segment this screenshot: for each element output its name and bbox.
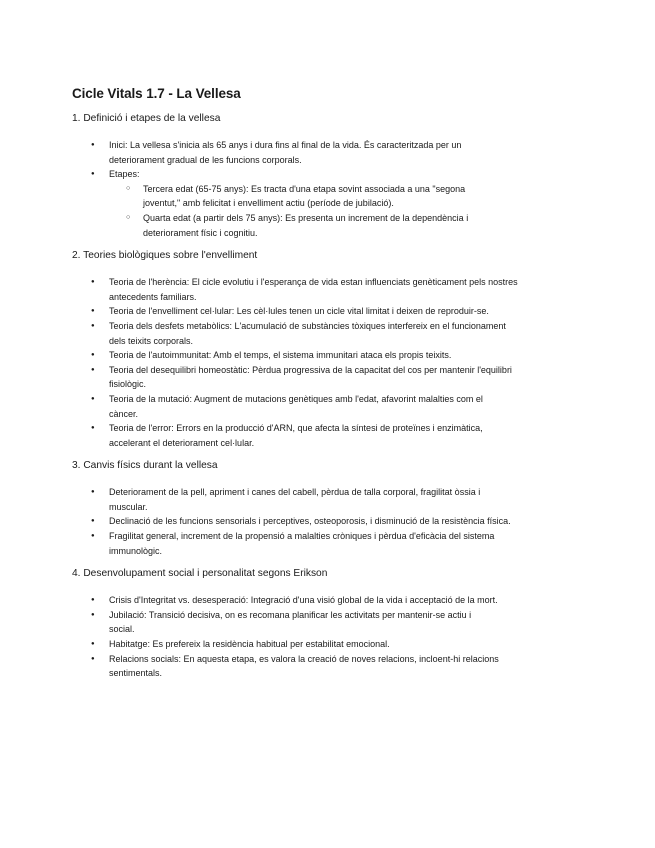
section-heading-physical-changes: 3. Canvis físics durant la vellesa <box>72 460 218 472</box>
section-heading-erikson: 4. Desenvolupament social i personalitat segons Erikson <box>72 568 328 580</box>
section-list-definition <box>72 138 532 240</box>
list-item: ● Teoria de l'error: Errors en la producció d'ARN, que afecta la síntesi de proteïnes i enzimàtica, accelerant el deteriorament cel·lular. <box>109 421 519 450</box>
list-item: ● Teoria del desequilibri homeostàtic: Pèrdua progressiva de la capacitat del cos per mantenir l'equilibri fisiològic. <box>109 363 519 392</box>
section-list-physical-changes <box>72 485 532 558</box>
list-item-text: Etapes: <box>109 169 140 180</box>
list-item: ● Teoria dels desfets metabòlics: L'acumulació de substàncies tòxiques interfereix en el funcionament dels teixits corporals. <box>109 319 519 348</box>
section-heading-definition: 1. Definició i etapes de la vellesa <box>72 113 221 124</box>
section-list-erikson <box>72 593 532 681</box>
list-item: ● Fragilitat general, increment de la propensió a malalties cròniques i pèrdua d'eficàcia del sistema immunològic. <box>109 529 529 558</box>
list-item: ● Habitatge: Es prefereix la residència habitual per estabilitat emocional. <box>109 637 529 652</box>
sublist-item: ○ Tercera edat (65-75 anys): Es tracta d'una etapa sovint associada a una "segona joventut," amb felicitat i envelliment actiu (període de jubilació). <box>143 182 503 211</box>
list-item: ● Relacions socials: En aquesta etapa, es valora la creació de noves relacions, incloent-hi relacions sentimentals. <box>109 652 509 681</box>
sublist-stages <box>109 182 532 240</box>
page-title: Cicle Vitals 1.7 - La Vellesa <box>72 86 241 101</box>
list-item: ● Jubilació: Transició decisiva, on es recomana planificar les activitats per mantenir-se actiu i social. <box>109 608 489 637</box>
list-item: ● Teoria de la mutació: Augment de mutacions genètiques amb l'edat, afavorint malalties com el càncer. <box>109 392 509 421</box>
list-item: ● Inici: La vellesa s'inicia als 65 anys i dura fins al final de la vida. És caracteritzada per un deteriorament gradual de les funcions corporals. <box>109 138 519 167</box>
section-heading-biological-theories: 2. Teories biològiques sobre l'envelliment <box>72 250 258 262</box>
sublist-item: ○ Quarta edat (a partir dels 75 anys): Es presenta un increment de la dependència i deteriorament físic i cognitiu. <box>143 211 483 240</box>
list-item: ● Deteriorament de la pell, apriment i canes del cabell, pèrdua de talla corporal, fragilitat òssia i muscular. <box>109 485 509 514</box>
list-item: ● Crisis d'Integritat vs. desesperació: Integració d'una visió global de la vida i acceptació de la mort. <box>109 593 509 608</box>
list-item: ● Teoria de l'envelliment cel·lular: Les cèl·lules tenen un cicle vital limitat i deixen de reproduir-se. <box>109 304 529 319</box>
list-item: ● Teoria de l'autoimmunitat: Amb el temps, el sistema immunitari ataca els propis teixits. <box>109 348 519 363</box>
list-item <box>109 167 532 240</box>
list-item: ● Teoria de l'herència: El cicle evolutiu i l'esperança de vida estan influenciats genèticament pels nostres antecedents familiars. <box>109 275 519 304</box>
list-item: ● Declinació de les funcions sensorials i perceptives, osteoporosis, i disminució de la resistència física. <box>109 514 529 529</box>
document-page <box>72 86 532 691</box>
section-list-biological-theories <box>72 275 532 450</box>
